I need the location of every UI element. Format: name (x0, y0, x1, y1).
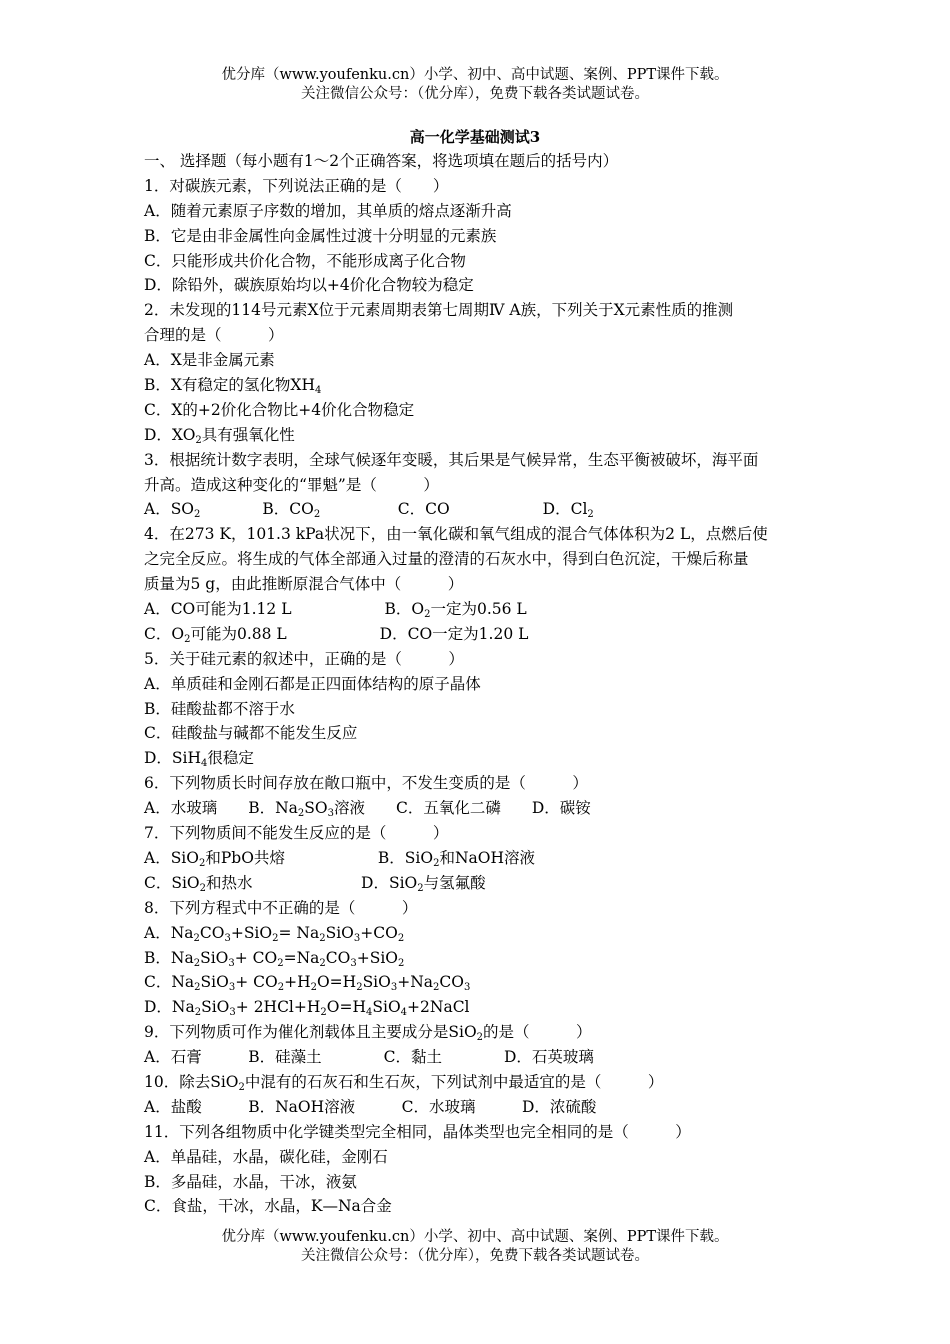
text-line: D．$Na_2SiO_3+$ $2HCl+H_2O=H_4SiO_4+2NaCl$ (144, 998, 470, 1019)
text-line: B．硅酸盐都不溶于水 (144, 699, 295, 718)
text-line: C．只能形成共价化合物，不能形成离子化合物 (144, 251, 466, 270)
top-banner (0, 66, 950, 104)
text-line: C．X的+2价化合物比+4价化合物稳定 (144, 400, 415, 419)
text-line: B．多晶硅，水晶，干冰，液氨 (144, 1172, 357, 1191)
text-line: A．CO可能为1.12 L B．$O_2$一定为0.56 L (144, 600, 527, 621)
banner-line-2: 关注微信公众号：（优分库），免费下载各类试题试卷。 (301, 86, 649, 102)
banner-line-1: 优分库（www.youfenku.cn）小学、初中、高中试题、案例、PPT课件下载。 (221, 1229, 729, 1245)
text-line: A．随着元素原子序数的增加，其单质的熔点逐渐升高 (144, 201, 512, 220)
text-line: C．$O_2$可能为0.88 L D．CO一定为1.20 L (144, 624, 529, 645)
text-line: A．$Na_2CO_3+SiO_2= Na_2SiO_3+CO_2$ (144, 923, 405, 944)
banner-line-1: 优分库（www.youfenku.cn）小学、初中、高中试题、案例、PPT课件下载。 (221, 67, 729, 83)
text-line: 1．对碳族元素，下列说法正确的是（ ） (144, 176, 449, 195)
text-line: D．SiH$_4$很稳定 (144, 749, 254, 770)
text-line: D．$XO_2$具有强氧化性 (144, 425, 295, 446)
document-title: 高一化学基础测试3 (409, 128, 541, 146)
banner-line-2: 关注微信公众号：（优分库），免费下载各类试题试卷。 (301, 1248, 649, 1264)
text-line: A．SiO$_2$和PbO共熔 B．SiO$_2$和NaOH溶液 (144, 848, 535, 869)
text-line: 合理的是（ ） (144, 326, 284, 345)
text-line: A．水玻璃 B．$Na_2SO_3$溶液 C．五氧化二磷 D．碳铵 (144, 799, 591, 820)
text-line: 9．下列物质可作为催化剂载体且主要成分是SiO$_2$的是（ ） (144, 1023, 592, 1044)
text-line: 5．关于硅元素的叙述中，正确的是（ ） (144, 649, 464, 668)
text-line: B．它是由非金属性向金属性过渡十分明显的元素族 (144, 226, 497, 245)
text-line: 7．下列物质间不能发生反应的是（ ） (144, 824, 449, 843)
text-line: 6．下列物质长时间存放在敞口瓶中，不发生变质的是（ ） (144, 774, 588, 793)
text-line: A．单晶硅，水晶，碳化硅，金刚石 (144, 1147, 388, 1166)
bottom-banner (0, 1228, 950, 1266)
text-line: A．石膏 B．硅藻土 C．黏土 D．石英玻璃 (144, 1048, 594, 1067)
text-line: 3．根据统计数字表明，全球气候逐年变暖，其后果是气候异常，生态平衡被破坏，海平面 (144, 450, 759, 469)
text-line: 10．除去SiO$_2$中混有的石灰石和生石灰，下列试剂中最适宜的是（ ） (144, 1072, 664, 1093)
text-line: 4．在273 K，101.3 kPa状况下，由一氧化碳和氧气组成的混合气体体积为2 L，点燃后使 (144, 525, 768, 544)
text-line: B．$Na_2SiO_3+ CO_2=Na_2CO_3+SiO_2$ (144, 948, 405, 969)
text-line: C．硅酸盐与碱都不能发生反应 (144, 724, 358, 743)
text-line: B．X有稳定的氢化物$XH_4$ (144, 376, 322, 397)
text-line: 质量为5 g，由此推断原混合气体中（ ） (144, 575, 464, 594)
text-line: 之完全反应。将生成的气体全部通入过量的澄清的石灰水中，得到白色沉淀，干燥后称量 (144, 550, 749, 569)
text-line: C．$Na_2SiO_3+ CO_2+H_2O=H_2SiO_3+Na_2CO_3$ (144, 973, 471, 994)
text-line: 升高。造成这种变化的“罪魁”是（ ） (144, 475, 439, 494)
text-line: 8．下列方程式中不正确的是（ ） (144, 898, 418, 917)
text-line: A．盐酸 B．NaOH溶液 C．水玻璃 D．浓硫酸 (144, 1097, 597, 1116)
question-body (144, 149, 809, 1219)
text-line: C．食盐，干冰，水晶，K—Na合金 (144, 1197, 392, 1216)
text-line: C．SiO$_2$和热水 D．SiO$_2$与氢氟酸 (144, 873, 486, 894)
text-line: 2．未发现的114号元素X位于元素周期表第七周期Ⅳ A族，下列关于X元素性质的推测 (144, 301, 734, 320)
text-line: 一、 选择题（每小题有1～2个正确答案，将选项填在题后的括号内） (144, 152, 619, 170)
text-line: D．除铅外，碳族原始均以+4价化合物较为稳定 (144, 276, 474, 295)
text-line: A．单质硅和金刚石都是正四面体结构的原子晶体 (144, 674, 481, 693)
text-line: 11．下列各组物质中化学键类型完全相同，晶体类型也完全相同的是（ ） (144, 1122, 691, 1141)
text-line: A．$SO_2$ B．$CO_2$ C．CO D．$Cl_2$ (144, 500, 594, 521)
text-line: A．X是非金属元素 (144, 351, 275, 370)
